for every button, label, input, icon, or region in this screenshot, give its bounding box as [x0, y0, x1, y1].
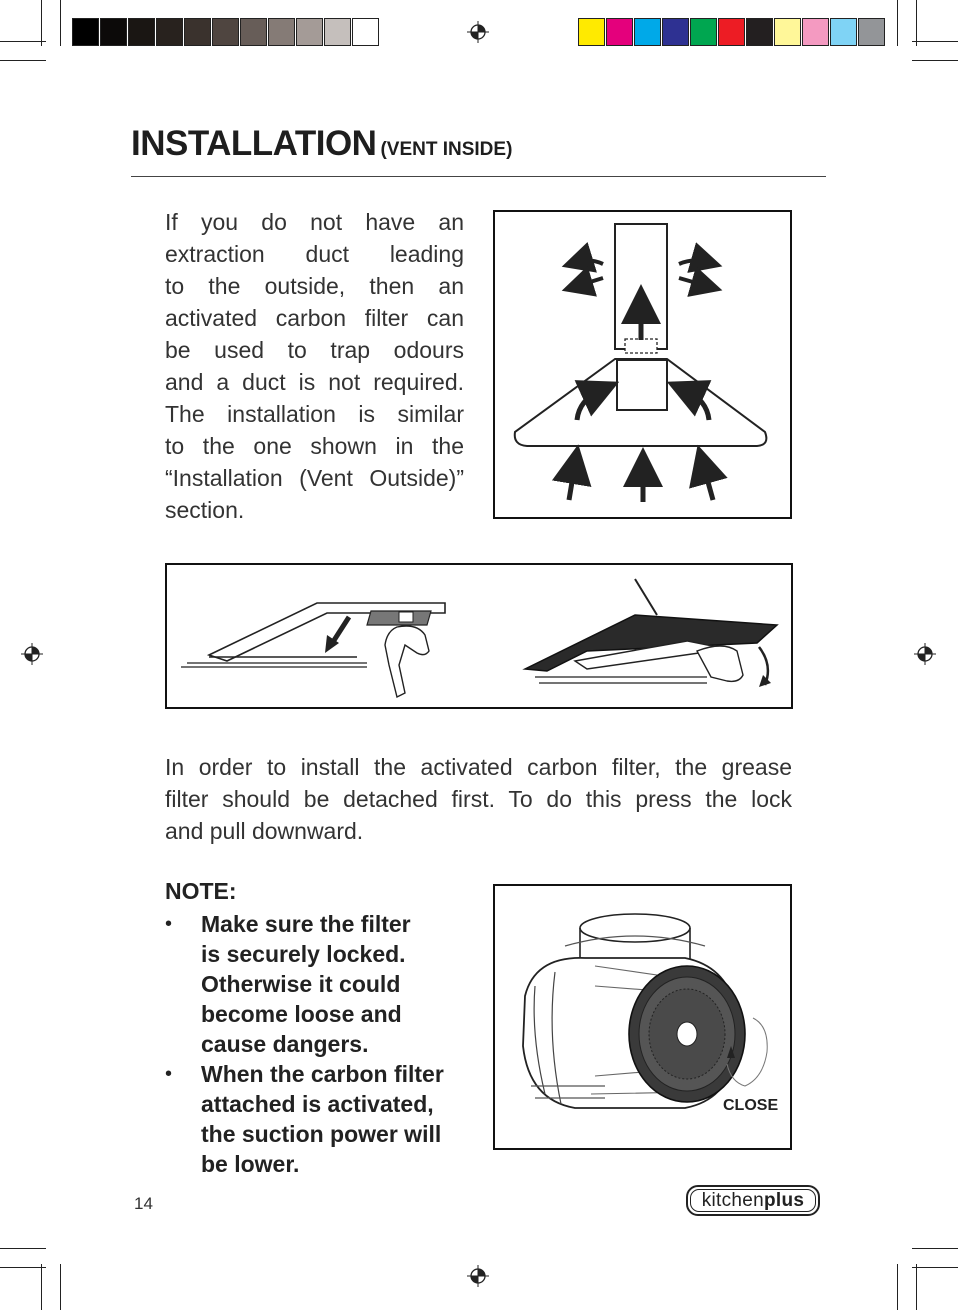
color-swatch: [774, 18, 801, 46]
color-swatch: [240, 18, 267, 46]
instructions-paragraph: In order to install the activated carbon filter, the grease filter should be detached first. To do this press the lock and pull downward.: [165, 754, 792, 844]
page-number: 14: [134, 1194, 153, 1213]
color-swatch: [606, 18, 633, 46]
color-swatch: [746, 18, 773, 46]
color-swatch: [128, 18, 155, 46]
color-swatch: [184, 18, 211, 46]
color-swatch: [690, 18, 717, 46]
color-swatch: [212, 18, 239, 46]
registration-mark-icon: [914, 643, 936, 665]
color-swatch: [100, 18, 127, 46]
color-swatch: [296, 18, 323, 46]
color-swatch: [634, 18, 661, 46]
registration-mark-icon: [21, 643, 43, 665]
hood-airflow-figure: [493, 210, 792, 519]
color-swatch: [72, 18, 99, 46]
page-subtitle: (VENT INSIDE): [380, 139, 513, 160]
color-swatch: [662, 18, 689, 46]
note-heading: NOTE:: [165, 878, 237, 904]
intro-paragraph: If you do not have an extraction duct leading to the outside, then an activated carbon filter can be used to trap odours and a duct is not required. The installation is similar to the one shown in the “Installation (Vent Outside)” section.: [165, 209, 464, 523]
color-swatch: [858, 18, 885, 46]
color-swatch: [324, 18, 351, 46]
color-swatch: [830, 18, 857, 46]
page-title: INSTALLATION (VENT INSIDE): [131, 124, 513, 163]
bullet-marker: •: [165, 1063, 173, 1085]
carbon-filter-figure: [493, 884, 792, 1150]
logo-text-bold: plus: [764, 1189, 805, 1211]
registration-mark-icon: [467, 21, 489, 43]
color-swatch: [578, 18, 605, 46]
registration-mark-icon: [467, 1265, 489, 1287]
kitchenplus-logo: [686, 1185, 820, 1216]
title-divider: [131, 176, 826, 177]
color-swatch: [802, 18, 829, 46]
color-swatch: [156, 18, 183, 46]
logo-text-light: kitchen: [701, 1189, 765, 1211]
color-swatch: [352, 18, 379, 46]
close-label: CLOSE: [723, 1097, 779, 1114]
color-swatch: [718, 18, 745, 46]
color-swatch: [268, 18, 295, 46]
grease-filter-removal-figure: [165, 563, 793, 709]
bullet-marker: •: [165, 913, 173, 935]
